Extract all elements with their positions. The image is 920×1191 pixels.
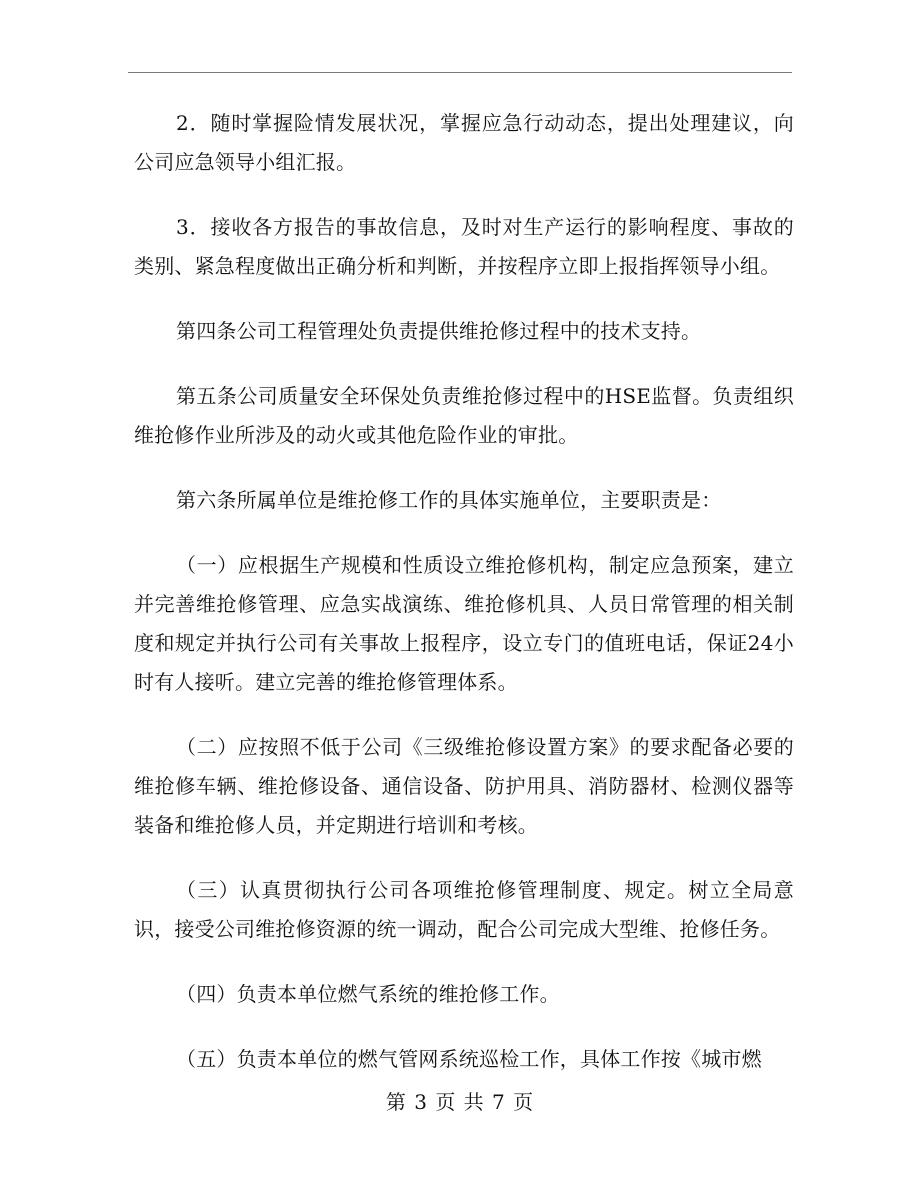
paragraph-article-4: 第四条公司工程管理处负责提供维抢修过程中的技术支持。: [176, 319, 702, 343]
paragraph-sub-4: （四）负责本单位燃气系统的维抢修工作。: [176, 982, 560, 1006]
paragraph-article-5: 第五条公司质量安全环保处负责维抢修过程中的HSE监督。负责组织维抢修作业所涉及的动火或其他危险作业的审批。: [134, 384, 794, 447]
paragraph-article-6: 第六条所属单位是维抢修工作的具体实施单位，主要职责是：: [176, 488, 722, 512]
document-body: [134, 104, 794, 1105]
paragraph-item-3: 3．接收各方报告的事故信息，及时对生产运行的影响程度、事故的类别、紧急程度做出正确分析和判断，并按程序立即上报指挥领导小组。: [134, 215, 794, 278]
header-rule: [128, 72, 792, 73]
paragraph-sub-1: （一）应根据生产规模和性质设立维抢修机构，制定应急预案，建立并完善维抢修管理、应急实战演练、维抢修机具、人员日常管理的相关制度和规定并执行公司有关事故上报程序，设立专门的值班电话，保证24小时有人接听。建立完善的维抢修管理体系。: [134, 553, 794, 694]
paragraph-sub-2: （二）应按照不低于公司《三级维抢修设置方案》的要求配备必要的维抢修车辆、维抢修设备、通信设备、防护用具、消防器材、检测仪器等装备和维抢修人员，并定期进行培训和考核。: [134, 735, 794, 837]
page-footer: 第 3 页 共 7 页: [385, 1090, 535, 1114]
paragraph-sub-5: （五）负责本单位的燃气管网系统巡检工作，具体工作按《城市燃: [176, 1047, 762, 1071]
paragraph-sub-3: （三）认真贯彻执行公司各项维抢修管理制度、规定。树立全局意识，接受公司维抢修资源的统一调动，配合公司完成大型维、抢修任务。: [134, 878, 794, 941]
paragraph-item-2: 2．随时掌握险情发展状况，掌握应急行动动态，提出处理建议，向公司应急领导小组汇报。: [134, 111, 794, 174]
